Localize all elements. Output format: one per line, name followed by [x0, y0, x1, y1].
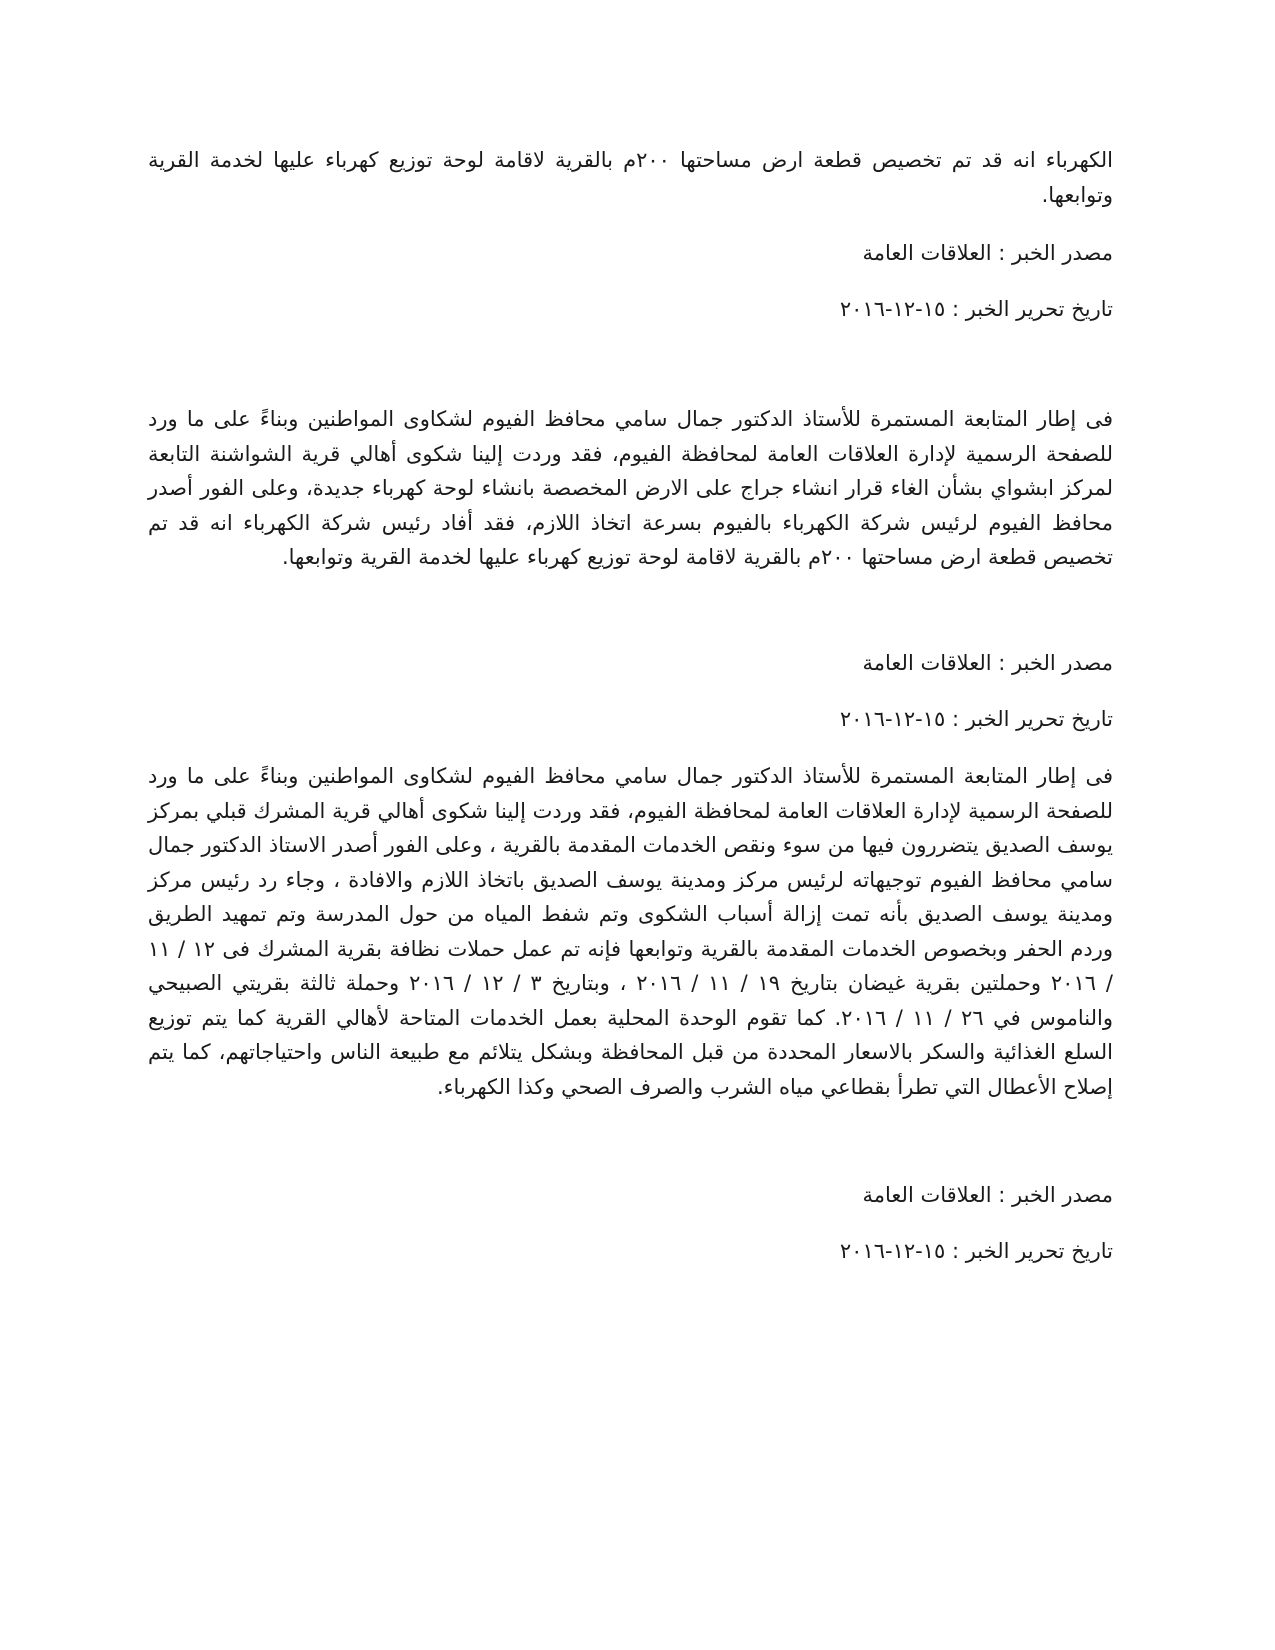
article-1-news-source: مصدر الخبر : العلاقات العامة	[862, 651, 1113, 675]
article-1-paragraph: فى إطار المتابعة المستمرة للأستاذ الدكتور جمال سامي محافظ الفيوم لشكاوى المواطنين وبناءً على ما ورد للصفحة الرسمية لإدارة العلاقات العامة لمحافظة الفيوم، فقد وردت إلينا شكوى أهالي قرية الشواشنة التابعة لمركز ابشواي بشأن الغاء قرار انشاء جراج على الارض المخصصة بانشاء لوحة كهرباء جديدة، وعلى الفور أصدر محافظ الفيوم لرئيس شركة الكهرباء بالفيوم بسرعة اتخاذ اللازم، فقد أفاد رئيس شركة الكهرباء انه قد تم تخصيص قطعة ارض مساحتها ٢٠٠م بالقرية لاقامة لوحة توزيع كهرباء عليها لخدمة القرية وتوابعها.	[148, 407, 1113, 569]
article-2-paragraph: فى إطار المتابعة المستمرة للأستاذ الدكتور جمال سامي محافظ الفيوم لشكاوى المواطنين وبناءً على ما ورد للصفحة الرسمية لإدارة العلاقات العامة لمحافظة الفيوم، فقد وردت إلينا شكوى أهالي قرية المشرك قبلي بمركز يوسف الصديق يتضررون فيها من سوء ونقص الخدمات المقدمة بالقرية ، وعلى الفور أصدر الاستاذ الدكتور جمال سامي محافظ الفيوم توجيهاته لرئيس مركز ومدينة يوسف الصديق باتخاذ اللازم والافادة ، وجاء رد رئيس مركز ومدينة يوسف الصديق بأنه تمت إزالة أسباب الشكوى وتم شفط المياه من حول المدرسة وتم تمهيد الطريق وردم الحفر وبخصوص الخدمات المقدمة بالقرية وتوابعها فإنه تم عمل حملات نظافة بقرية المشرك فى ١٢ / ١١ / ٢٠١٦ وحملتين بقرية غيضان بتاريخ ١٩ / ١١ / ٢٠١٦ ، وبتاريخ ٣ / ١٢ / ٢٠١٦ وحملة ثالثة بقريتي الصبيحي والناموس في ٢٦ / ١١ / ٢٠١٦. كما تقوم الوحدة المحلية بعمل الخدمات المتاحة لأهالي القرية كما يتم توزيع السلع الغذائية والسكر بالاسعار المحددة من قبل المحافظة وبشكل يتلائم مع طبيعة الناس واحتياجاتهم، كما يتم إصلاح الأعطال التي تطرأ بقطاعي مياه الشرب والصرف الصحي وكذا الكهرباء.	[148, 764, 1113, 1099]
article-2-news-date: تاريخ تحرير الخبر : ١٥-١٢-٢٠١٦	[839, 1239, 1113, 1263]
article-1-news-date: تاريخ تحرير الخبر : ١٥-١٢-٢٠١٦	[839, 707, 1113, 731]
article-2-news-source: مصدر الخبر : العلاقات العامة	[862, 1183, 1113, 1207]
fragment-news-date: تاريخ تحرير الخبر : ١٥-١٢-٢٠١٦	[839, 297, 1113, 321]
fragment-news-source: مصدر الخبر : العلاقات العامة	[862, 241, 1113, 265]
fragment-paragraph: الكهرباء انه قد تم تخصيص قطعة ارض مساحتها ٢٠٠م بالقرية لاقامة لوحة توزيع كهرباء عليها لخدمة القرية وتوابعها.	[148, 148, 1113, 207]
